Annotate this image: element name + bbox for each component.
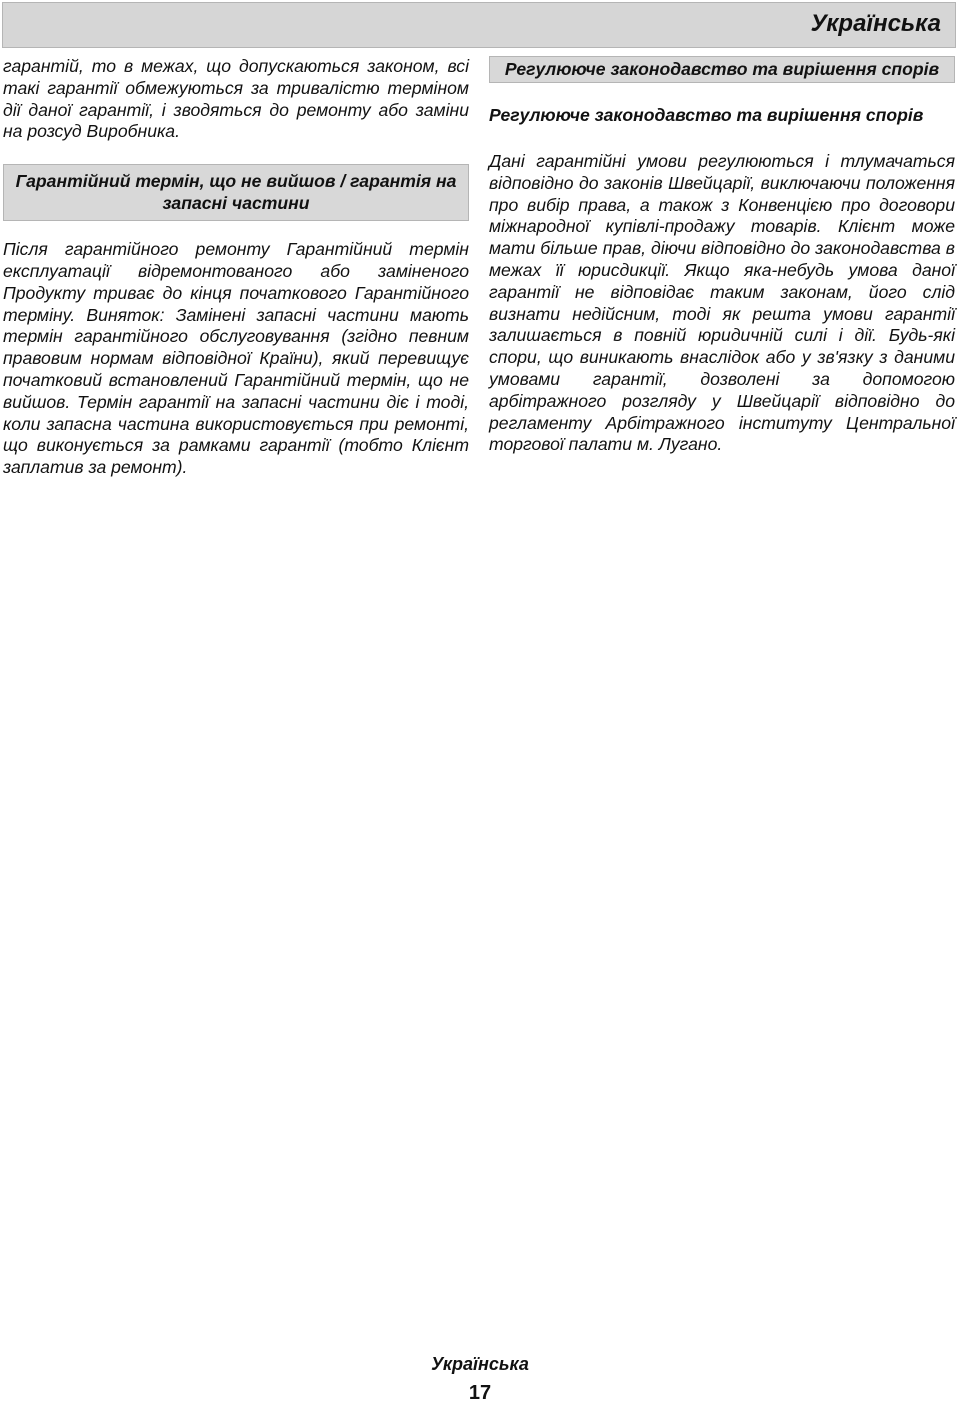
right-section-heading: Регулююче законодавство та вирішення спорів [489,56,955,83]
right-subheading: Регулююче законодавство та вирішення спорів [489,105,924,125]
header-language: Українська [810,10,941,37]
left-intro-paragraph: гарантій, то в межах, що допускаються законом, всі такі гарантії обмежуються за тривалістю терміном дії даної гарантії, і зводяться до ремонту або заміни на розсуд Виробника. [3,56,469,142]
header-bar [2,2,956,48]
right-body-paragraph: Дані гарантійні умови регулюються і тлумачаться відповідно до законів Швейцарії, виключаючи положення про вибір права, а також з Конвенцією про договори міжнародної купівлі-продажу товарів. Клієнт може мати більше прав, діючи відповідно до законодавства в межах її юрисдикції. Якщо яка-небудь умова даної гарантії не відповідає таким законам, його слід визнати недійсним, тоді як решта умови гарантії залишається в повній юридичній силі і дії. Будь-які спори, що виникають внаслідок або у зв'язку з даними умовами гарантії, дозволені за допомогою арбітражного розгляду у Швейцарії відповідно до регламенту Арбітражного інституту Центральної торгової палати м. Лугано. [489,151,955,455]
left-section-heading: Гарантійний термін, що не вийшов / гарантія на запасні частини [3,164,469,221]
footer-language: Українська [431,1354,529,1374]
left-body-paragraph: Після гарантійного ремонту Гарантійний термін експлуатації відремонтованого або заміненого Продукту триває до кінця початкового Гарантійного терміну. Виняток: Замінені запасні частини мають термін гарантійного обслуговування (згідно певним правовим нормам відповідної Країни), який перевищує початковий встановлений Гарантійний термін, що не вийшов. Термін гарантії на запасні частини діє і тоді, коли запасна частина використовується при ремонті, що виконується за рамками гарантії (тобто Клієнт заплатив за ремонт). [3,239,469,478]
right-column [489,56,955,456]
left-column [3,56,469,479]
page-number: 17 [468,1382,492,1404]
